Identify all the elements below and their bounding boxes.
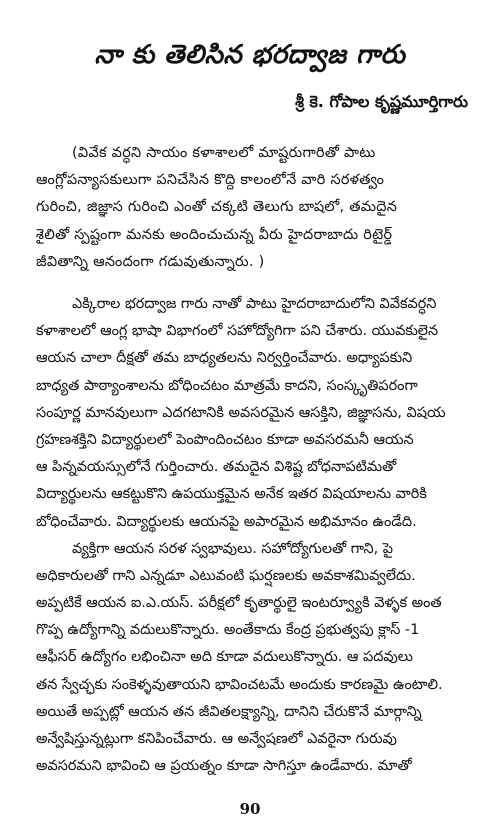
body-line: సంపూర్ణ మానవులుగా ఎదగటానికి అవసరమైన ఆసక్తిని, జిజ్ఞాసను, విషయ [36,404,446,421]
body-line: కళాశాలలో ఆంగ్ల భాషా విభాగంలో సహోద్యోగిగా పని చేశారు. యువకులైన [36,323,439,340]
body-line: అయితే అప్పట్లో ఆయన తన జీవితలక్ష్యాన్ని, దానిని చేరుకొనే మార్గాన్ని [36,703,422,720]
intro-line: గురించి, జిజ్ఞాస గురించి ఎంతో చక్కటి తెలుగు బాషలో, తమదైన [36,199,398,216]
intro-line: జీవితాన్ని ఆనందంగా గడువుతున్నారు. ) [36,253,265,270]
body-line: బోధించేవారు. విద్యార్థులకు ఆయనపై అపారమైన అభిమానం ఉండేది. [36,513,417,530]
body-line: ఆఫీసర్ ఉద్యోగం లభించినా అది కూడా వదులుకొన్నారు. ఆ పదవులు [36,649,413,666]
body-line: అన్వేషిస్తున్నట్లుగా కనిపించేవారు. ఆ అన్వేషణలో ఎవరైనా గురువు [36,731,397,747]
body-line: అవసరమని భావించి ఆ ప్రయత్నం కూడా సాగిస్తూ ఉండేవారు. మాతో [36,758,412,775]
intro-line: (వివేక వర్ధని సాయం కళాశాలలో మాష్టరుగారితో పాటు [72,145,376,161]
body-line: అధికారులతో గాని ఎన్నడూ ఎటువంటి ఘర్షణలకు అవకాశమివ్వలేదు. [36,567,416,584]
body-line: విద్యార్థులను ఆకట్టుకొని ఉపయుక్తమైన అనేక ఇతర విషయాలను వారికి [36,486,427,503]
chapter-title: నా కు తెలిసిన భరద్వాజ గారు [94,40,406,70]
body-line: ఆ పిన్నవయస్సులోనే గుర్తించారు. తమదైన విశిష్ట బోధనాపటిమతో [36,459,397,476]
author-name: శ్రీ కె. గోపాల కృష్ణమూర్తిగారు [295,92,468,111]
body-line: అప్పటికే ఆయన ఐ.ఎ.యస్. పరీక్షలో కృతార్థులై ఇంటర్వ్యూకి వెళ్ళక అంత [36,595,442,612]
body-line: ఆయన చాలా దీక్షతో తమ బాధ్యతలను నిర్వర్తించేవారు. అధ్యాపకుని [36,350,413,367]
intro-line: శైలితో స్పష్టంగా మనకు అందించుచున్న వీరు హైదరాబాదు రిటైర్డ్ [36,226,393,243]
intro-line: ఆంగ్లోపన్యాసకులుగా పనిచేసిన కొద్ది కాలంలోనే వారి సరళత్వం [36,172,385,189]
body-line: తన స్వేచ్ఛకు సంకెళ్ళవుతాయని భావించటమే అందుకు కారణమై ఉంటాలి. [36,676,443,693]
intro-paragraph [36,140,472,276]
body-text [36,291,472,780]
body-line: ఎక్కిరాల భరద్వాజ గారు నాతో పాటు హైదరాబాదులోని వివేకవర్ధని [72,296,437,312]
body-line: గొప్ప ఉద్యోగాన్ని వదులుకొన్నారు. అంతేకాదు కేంద్ర ప్రభుత్వపు క్లాస్ -1 [36,622,420,639]
body-line: గ్రహణశక్తిని విద్యార్థులలో పెంపొందించటం కూడా అవసరమనీ ఆయన [36,431,414,448]
body-line: బాధ్యత పాఠ్యాంశాలను బోధించటం మాత్రమే కాదని, సంస్కృతిపరంగా [36,377,418,394]
page-number: 90 [239,800,261,818]
body-line: వ్యక్తిగా ఆయన సరళ స్వభావులు. సహోద్యోగులతో గాని, పై [72,540,394,557]
